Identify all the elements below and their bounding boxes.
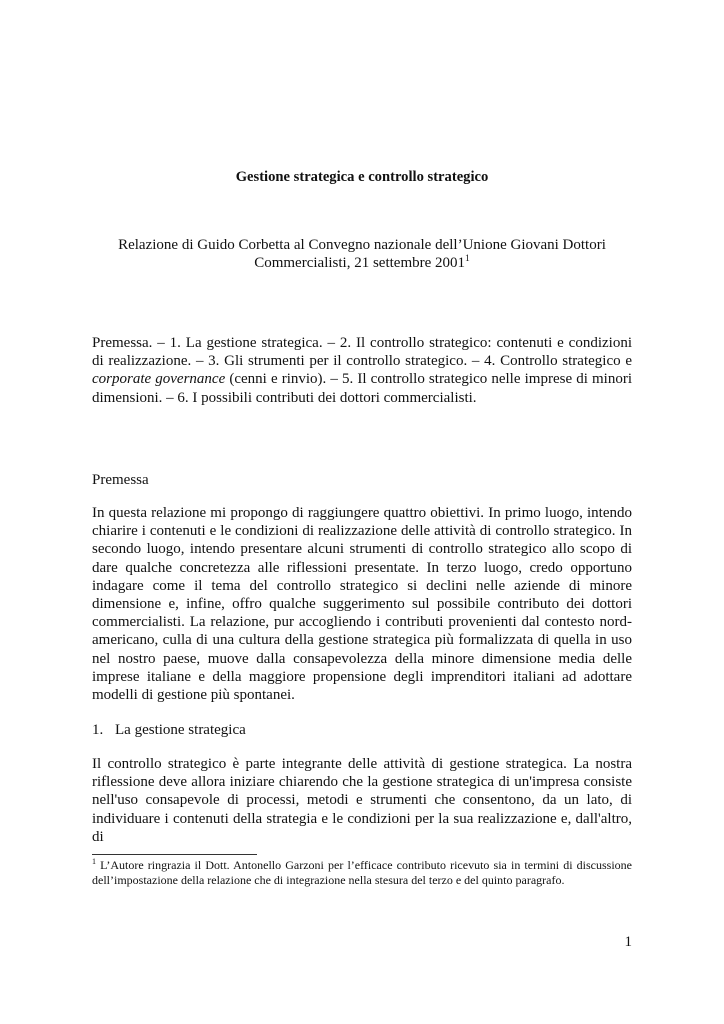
abstract-text-1: Premessa. – 1. La gestione strategica. – 2. Il controllo strategico: contenuti e condizioni di realizzazione. – 3. Gli strumenti per il controllo strategico. – 4. Controllo strategico e bbox=[92, 335, 632, 370]
footnote-separator bbox=[92, 854, 257, 855]
section-1-number: 1. bbox=[92, 722, 104, 738]
subtitle-line-2: Commercialisti, 21 settembre 2001 bbox=[254, 255, 466, 271]
footnote-text: L’Autore ringrazia il Dott. Antonello Garzoni per l’efficace contributo ricevuto sia in termini di discussione dell’impostazione della relazione che di integrazione nella stesura del terzo e del quinto paragrafo. bbox=[92, 858, 632, 887]
section-1-paragraph: Il controllo strategico è parte integrante delle attività di gestione strategica. La nostra riflessione deve allora iniziare chiarendo che la gestione strategica di un'impresa consiste nell'uso consapevole di processi, metodi e strumenti che consentono, da un lato, di individuare i contenuti della strategia e le condizioni per la sua realizzazione e, dall'altro, di bbox=[92, 756, 632, 845]
section-1-heading bbox=[92, 721, 246, 739]
abstract-text-2: (cenni e rinvio). – 5. Il controllo strategico nelle imprese di minori dimensioni. – 6. I possibili contributi dei dottori commercialisti. bbox=[92, 371, 632, 406]
document-title: Gestione strategica e controllo strategico bbox=[235, 169, 489, 185]
document-subtitle bbox=[92, 236, 632, 272]
premessa-heading: Premessa bbox=[92, 472, 149, 488]
table-of-contents-summary bbox=[92, 334, 632, 407]
premessa-paragraph: In questa relazione mi propongo di raggiungere quattro obiettivi. In primo luogo, intendo chiarire i contenuti e le condizioni di realizzazione delle attività di controllo strategico. In secondo luogo, intendo presentare alcuni strumenti di controllo strategico allo scopo di dare qualche concretezza alle riflessioni presentate. In terzo luogo, credo opportuno indagare come il tema del controllo strategico si declini nelle aziende di minore dimensione e, infine, offro qualche suggerimento sul possibile contributo dei dottori commercialisti. La relazione, pur accogliendo i contributi provenienti dal contesto nord-americano, culla di una cultura della gestione strategica più formalizzata di quella in uso nel nostro paese, muove dalla consapevolezza della minore dimensione media delle imprese italiane e della maggiore propensione degli imprenditori italiani ad adottare modelli di gestione più spontanei. bbox=[92, 505, 632, 704]
footnote-marker: 1 bbox=[92, 857, 96, 866]
page-number: 1 bbox=[624, 934, 632, 950]
abstract-italic-term: corporate governance bbox=[92, 371, 226, 388]
section-1-title: La gestione strategica bbox=[115, 722, 246, 738]
subtitle-line-1: Relazione di Guido Corbetta al Convegno nazionale dell’Unione Giovani Dottori bbox=[118, 237, 606, 253]
footnote bbox=[92, 858, 632, 887]
footnote-reference: 1 bbox=[465, 254, 470, 264]
